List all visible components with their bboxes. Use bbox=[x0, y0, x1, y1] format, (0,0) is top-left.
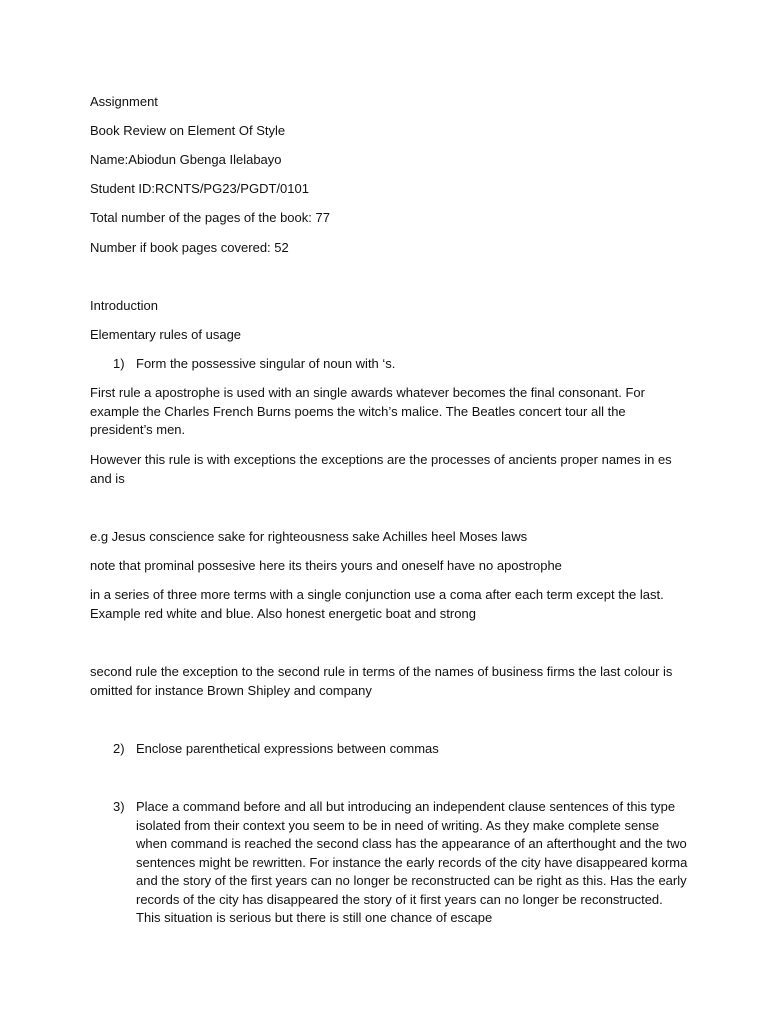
paragraph-5: in a series of three more terms with a single conjunction use a coma after each term except the last. Example red white and blue. Also honest energetic boat and strong bbox=[90, 587, 664, 621]
rule-1-number: 1) bbox=[113, 356, 125, 371]
rule-3-text: Place a command before and all but introducing an independent clause sentences of this type isolated from their context you seem to be in need of writing. As they make complete sense when command is reached the second class has the appearance of an afterthought and the two sentences might be rewritten. For instance the early records of the city have disappeared korma and the story of the first years can no longer be reconstructed can be right as this. Has the early records of the city has disappeared the story of it first years can no longer be reconstructed. This situation is serious but there is still one chance of escape bbox=[136, 799, 688, 925]
paragraph-3: e.g Jesus conscience sake for righteousness sake Achilles heel Moses laws bbox=[90, 529, 528, 544]
total-pages: Total number of the pages of the book: 77 bbox=[90, 210, 330, 225]
paragraph-6: second rule the exception to the second rule in terms of the names of business firms the last colour is omitted for instance Brown Shipley and company bbox=[90, 664, 673, 698]
rule-2-text: Enclose parenthetical expressions between commas bbox=[136, 741, 439, 756]
paragraph-2: However this rule is with exceptions the exceptions are the processes of ancients proper names in es and is bbox=[90, 452, 672, 486]
section-subheading: Elementary rules of usage bbox=[90, 327, 242, 342]
assignment-label: Assignment bbox=[90, 94, 158, 109]
paragraph-4: note that prominal possesive here its theirs yours and oneself have no apostrophe bbox=[90, 558, 562, 573]
rule-3-number: 3) bbox=[113, 799, 125, 814]
section-heading-introduction: Introduction bbox=[90, 298, 158, 313]
document-title: Book Review on Element Of Style bbox=[90, 123, 286, 138]
student-id: Student ID:RCNTS/PG23/PGDT/0101 bbox=[90, 181, 309, 196]
rule-2-number: 2) bbox=[113, 741, 125, 756]
paragraph-1: First rule a apostrophe is used with an single awards whatever becomes the final consonant. For example the Charles French Burns poems the witch’s malice. The Beatles concert tour all the president’s men. bbox=[90, 385, 645, 437]
rule-1-text: Form the possessive singular of noun with ‘s. bbox=[136, 356, 396, 371]
student-name: Name:Abiodun Gbenga Ilelabayo bbox=[90, 152, 282, 167]
pages-covered: Number if book pages covered: 52 bbox=[90, 240, 289, 255]
